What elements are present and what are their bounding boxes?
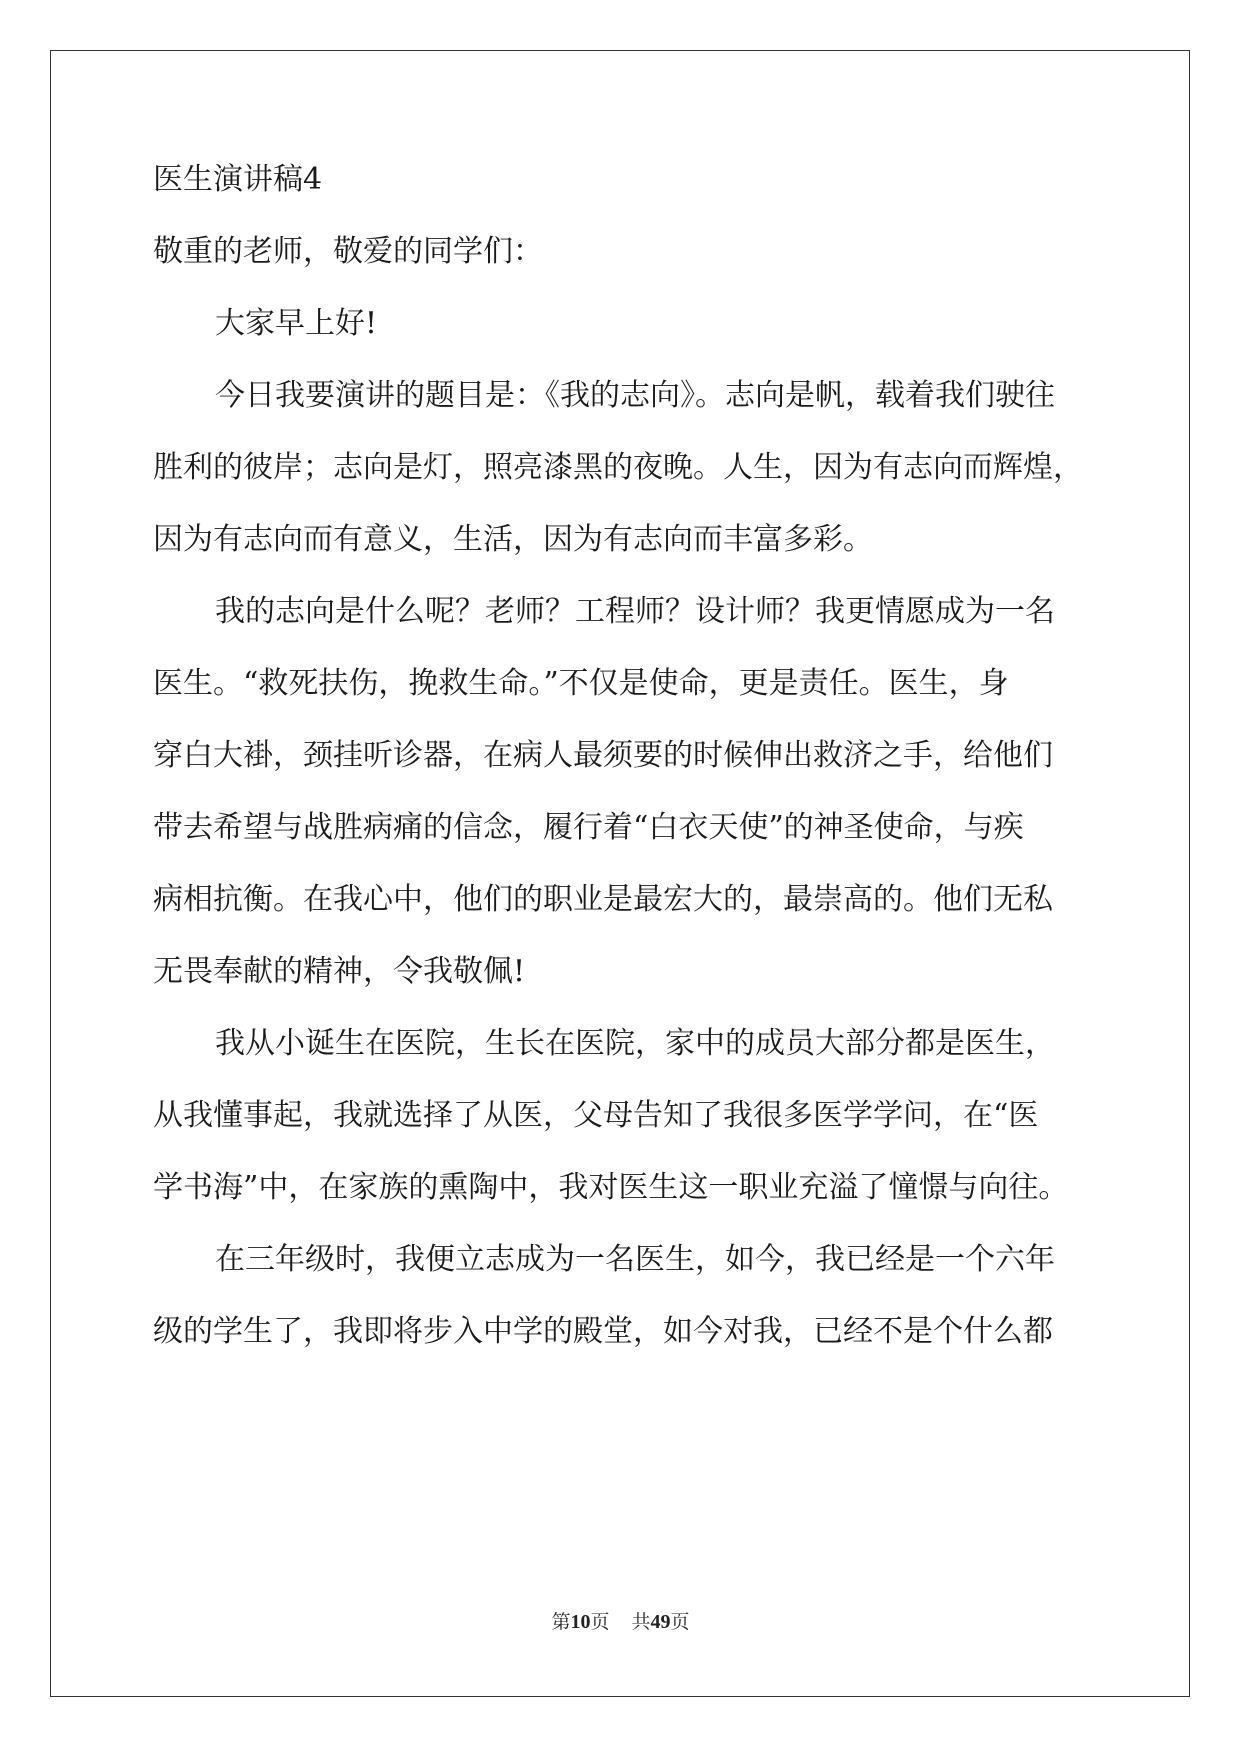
page-suffix: 页 [590, 1611, 610, 1633]
total-prefix: 共 [631, 1611, 651, 1633]
paragraph-line: 大家早上好! [215, 306, 378, 341]
paragraph-line: 因为有志向而有意义，生活，因为有志向而丰富多彩。 [153, 522, 873, 557]
page-border [50, 50, 1190, 1697]
paragraph-line: 我的志向是什么呢？老师？工程师？设计师？我更情愿成为一名 [215, 594, 1055, 629]
paragraph-line: 无畏奉献的精神，令我敬佩! [153, 954, 526, 989]
salutation-line: 敬重的老师，敬爱的同学们： [153, 234, 543, 269]
paragraph-line: 在三年级时，我便立志成为一名医生，如今，我已经是一个六年 [215, 1242, 1055, 1277]
paragraph-line: 级的学生了，我即将步入中学的殿堂，如今对我，已经不是个什么都 [153, 1314, 1053, 1349]
paragraph-line: 从我懂事起，我就选择了从医，父母告知了我很多医学学问，在“医 [153, 1098, 1039, 1133]
page-footer [0, 1610, 1241, 1634]
paragraph-line: 学书海”中，在家族的熏陶中，我对医生这一职业充溢了憧憬与向往。 [153, 1170, 1069, 1205]
paragraph-line: 病相抗衡。在我心中，他们的职业是最宏大的，最崇高的。他们无私 [153, 882, 1053, 917]
paragraph-line: 医生。“救死扶伤，挽救生命。”不仅是使命，更是责任。医生，身 [153, 666, 1009, 701]
paragraph-line: 带去希望与战胜病痛的信念，履行着“白衣天使”的神圣使命，与疾 [153, 810, 1024, 845]
paragraph-line: 胜利的彼岸；志向是灯，照亮漆黑的夜晚。人生，因为有志向而辉煌， [153, 450, 1083, 485]
paragraph-line: 我从小诞生在医院，生长在医院，家中的成员大部分都是医生， [215, 1026, 1055, 1061]
paragraph-line: 穿白大褂，颈挂听诊器，在病人最须要的时候伸出救济之手，给他们 [153, 738, 1053, 773]
page-prefix: 第 [551, 1611, 571, 1633]
paragraph-line: 今日我要演讲的题目是：《我的志向》。志向是帆，载着我们驶往 [215, 378, 1055, 413]
document-title: 医生演讲稿4 [153, 162, 323, 197]
current-page-number: 10 [570, 1611, 591, 1633]
total-suffix: 页 [670, 1611, 690, 1633]
total-page-count: 49 [650, 1611, 671, 1633]
